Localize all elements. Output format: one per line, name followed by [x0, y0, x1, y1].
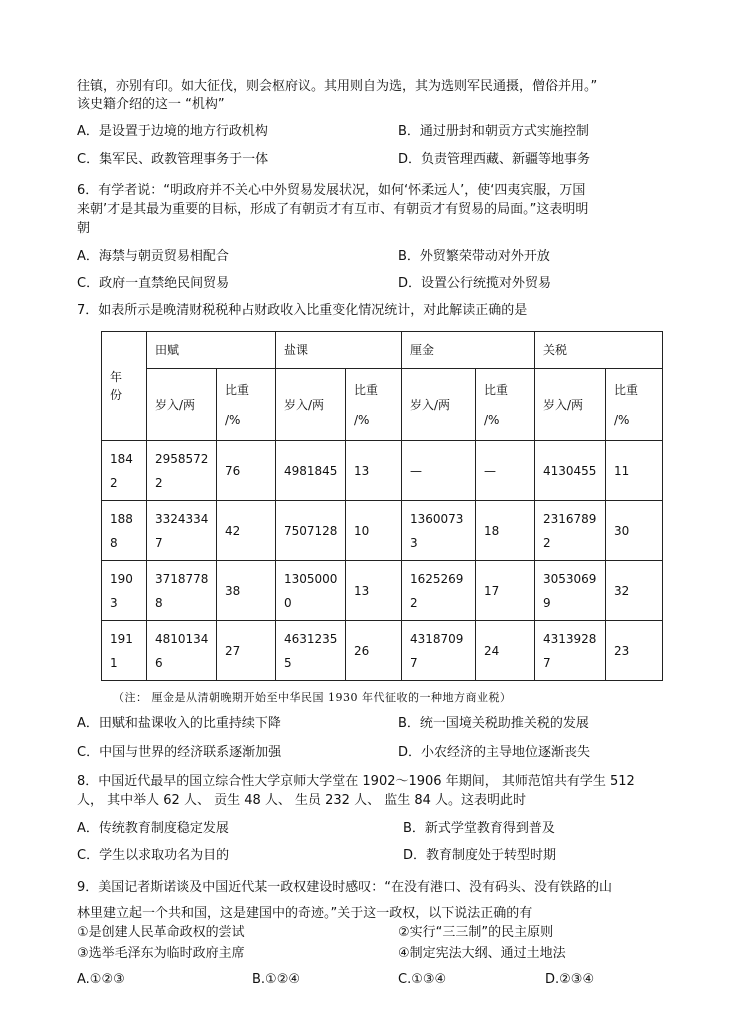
q5-option-d: D．负责管理西藏、新疆等地事务	[398, 152, 591, 167]
q9-option-c: C.①③④	[398, 972, 447, 987]
income-cell: 1625269 2	[402, 561, 476, 621]
q6-option-d: D．设置公行统揽对外贸易	[398, 276, 552, 291]
income-cell: 4810134 6	[147, 621, 217, 681]
ratio-cell: 13	[346, 441, 402, 501]
q6-option-b: B．外贸繁荣带动对外开放	[398, 249, 550, 264]
q9-option-d: D.②③④	[545, 972, 595, 987]
ratio-cell: 18	[476, 501, 535, 561]
ratio-cell: 11	[606, 441, 663, 501]
year-cell: 184 2	[102, 441, 147, 501]
q9-item-1: ①是创建人民革命政权的尝试	[77, 925, 245, 940]
q5-option-a: A．是设置于边境的地方行政机构	[77, 124, 268, 139]
q9-item-3: ③选举毛泽东为临时政府主席	[77, 946, 245, 961]
year-header: 年 份	[102, 332, 147, 441]
q7-table-note: （注： 厘金是从清朝晚期开始至中华民国 1930 年代征收的一种地方商业税）	[113, 691, 512, 704]
q5-option-c: C．集军民、政教管理事务于一体	[77, 152, 269, 167]
header-tianfu: 田赋	[147, 332, 276, 369]
table-row	[102, 441, 663, 501]
header-guanshui: 关税	[535, 332, 663, 369]
q9-item-2: ②实行“三三制”的民主原则	[398, 925, 554, 940]
tax-table	[101, 331, 663, 681]
income-label: 岁入/两	[276, 369, 346, 441]
income-cell: 4981845	[276, 441, 346, 501]
income-cell: 1305000 0	[276, 561, 346, 621]
q8-option-c: C．学生以求取功名为目的	[77, 848, 230, 863]
q6-stem-line3: 朝	[77, 221, 91, 236]
income-cell: 7507128	[276, 501, 346, 561]
q8-option-b: B．新式学堂教育得到普及	[403, 821, 555, 836]
year-cell: 188 8	[102, 501, 147, 561]
ratio-cell: 23	[606, 621, 663, 681]
table-row	[102, 501, 663, 561]
q8-stem-line1: 8．中国近代最早的国立综合性大学京师大学堂在 1902～1906 年期间， 其师范馆共有学生 512	[77, 774, 635, 789]
income-cell: 4313928 7	[535, 621, 606, 681]
q6-option-c: C．政府一直禁绝民间贸易	[77, 276, 230, 291]
income-cell: 2958572 2	[147, 441, 217, 501]
ratio-cell: 42	[217, 501, 276, 561]
q9-stem-line2: 林里建立起一个共和国，这是建国中的奇迹。”关于这一政权，以下说法正确的有	[77, 906, 533, 921]
q8-option-d: D．教育制度处于转型时期	[403, 848, 557, 863]
q7-option-d: D．小农经济的主导地位逐渐丧失	[398, 745, 591, 760]
ratio-cell: —	[476, 441, 535, 501]
income-cell: 3053069 9	[535, 561, 606, 621]
q7-stem: 7．如表所示是晚清财税税种占财政收入比重变化情况统计，对此解读正确的是	[77, 303, 528, 318]
q9-option-a: A.①②③	[77, 972, 125, 987]
ratio-cell: 17	[476, 561, 535, 621]
header-yanke: 盐课	[276, 332, 402, 369]
q6-option-a: A．海禁与朝贡贸易相配合	[77, 249, 229, 264]
income-cell: 2316789 2	[535, 501, 606, 561]
ratio-cell: 30	[606, 501, 663, 561]
income-cell: —	[402, 441, 476, 501]
income-cell: 4631235 5	[276, 621, 346, 681]
q8-stem-line2: 人， 其中举人 62 人、 贡生 48 人、 生员 232 人、 监生 84 人。这表明此时	[77, 793, 527, 808]
ratio-cell: 13	[346, 561, 402, 621]
table-row	[102, 621, 663, 681]
ratio-cell: 24	[476, 621, 535, 681]
header-lijin: 厘金	[402, 332, 535, 369]
income-cell: 4318709 7	[402, 621, 476, 681]
income-label: 岁入/两	[402, 369, 476, 441]
income-label: 岁入/两	[535, 369, 606, 441]
q5-stem-line2: 该史籍介绍的这一 “机构”	[77, 97, 225, 112]
income-label: 岁入/两	[147, 369, 217, 441]
ratio-cell: 27	[217, 621, 276, 681]
ratio-cell: 32	[606, 561, 663, 621]
income-cell: 3718778 8	[147, 561, 217, 621]
q6-stem-line1: 6．有学者说：“明政府并不关心中外贸易发展状况，如何‘怀柔远人’，使‘四夷宾服，万国	[77, 183, 586, 198]
q9-option-b: B.①②④	[252, 972, 301, 987]
ratio-label: 比重 /%	[217, 369, 276, 441]
q5-option-b: B．通过册封和朝贡方式实施控制	[398, 124, 589, 139]
q7-option-c: C．中国与世界的经济联系逐渐加强	[77, 745, 282, 760]
ratio-label: 比重 /%	[476, 369, 535, 441]
ratio-cell: 76	[217, 441, 276, 501]
q5-stem-line1: 往镇，亦别有印。如大征伐，则会枢府议。其用则自为选，其为选则军民通摄，僧俗并用。”	[77, 79, 598, 94]
q6-stem-line2: 来朝’才是其最为重要的目标，形成了有朝贡才有互市、有朝贡才有贸易的局面。”这表明明	[77, 202, 589, 217]
ratio-label: 比重 /%	[606, 369, 663, 441]
income-cell: 4130455	[535, 441, 606, 501]
ratio-cell: 10	[346, 501, 402, 561]
q8-option-a: A．传统教育制度稳定发展	[77, 821, 229, 836]
year-cell: 190 3	[102, 561, 147, 621]
q7-option-a: A．田赋和盐课收入的比重持续下降	[77, 716, 281, 731]
q9-stem-line1: 9．美国记者斯诺谈及中国近代某一政权建设时感叹：“在没有港口、没有码头、没有铁路的山	[77, 880, 613, 895]
q7-option-b: B．统一国境关税助推关税的发展	[398, 716, 589, 731]
ratio-cell: 38	[217, 561, 276, 621]
income-cell: 3324334 7	[147, 501, 217, 561]
ratio-cell: 26	[346, 621, 402, 681]
q9-item-4: ④制定宪法大纲、通过土地法	[398, 946, 566, 961]
year-cell: 191 1	[102, 621, 147, 681]
table-row	[102, 561, 663, 621]
ratio-label: 比重 /%	[346, 369, 402, 441]
income-cell: 1360073 3	[402, 501, 476, 561]
